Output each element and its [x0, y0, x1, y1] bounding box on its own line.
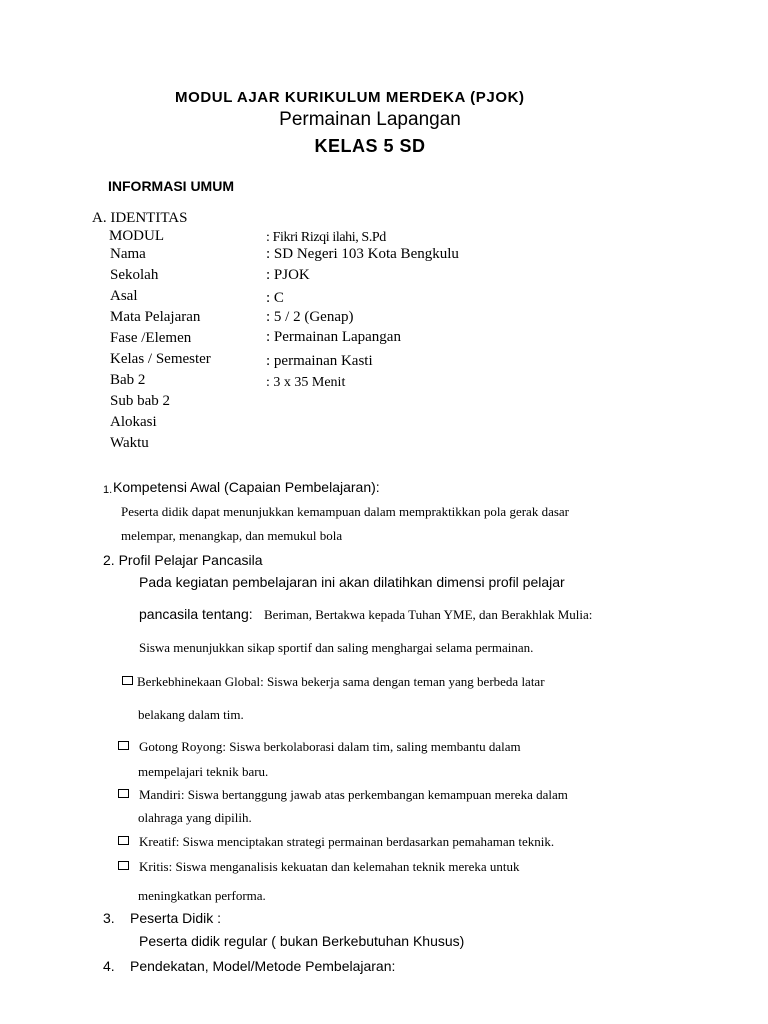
label-waktu: Waktu — [110, 435, 149, 451]
identitas-heading: A. IDENTITAS — [92, 210, 188, 226]
pendekatan-number: 4. — [103, 958, 115, 974]
kompetensi-heading: Kompetensi Awal (Capaian Pembelajaran): — [113, 479, 380, 495]
value-fase-elemen: : Permainan Lapangan — [266, 329, 401, 345]
peserta-number: 3. — [103, 910, 115, 926]
label-sub-bab: Sub bab 2 — [110, 393, 170, 409]
profil-item-continuation: olahraga yang dipilih. — [138, 810, 252, 825]
kompetensi-text-line1: Peserta didik dapat menunjukkan kemampuan dalam mempraktikkan pola gerak dasar — [121, 504, 569, 519]
value-asal: : C — [266, 290, 284, 306]
profil-item: Berkebhinekaan Global: Siswa bekerja sama dengan teman yang berbeda latar — [122, 674, 545, 690]
kompetensi-number: 1. — [103, 484, 113, 496]
profil-heading: 2. Profil Pelajar Pancasila — [103, 552, 263, 568]
profil-item-continuation: mempelajari teknik baru. — [138, 764, 269, 779]
value-sekolah: : PJOK — [266, 267, 310, 283]
label-alokasi: Alokasi — [110, 414, 157, 430]
profil-intro-line3: Siswa menunjukkan sikap sportif dan saling menghargai selama permainan. — [139, 640, 534, 655]
profil-intro-line2b: Beriman, Bertakwa kepada Tuhan YME, dan Berakhlak Mulia: — [264, 607, 593, 622]
section-heading: INFORMASI UMUM — [108, 178, 234, 194]
label-mata-pelajaran: Mata Pelajaran — [110, 309, 201, 325]
profil-item: Kreatif: Siswa menciptakan strategi permainan berdasarkan pemahaman teknik. — [118, 834, 554, 850]
value-mata-pelajaran: : 5 / 2 (Genap) — [266, 309, 354, 325]
value-nama: : SD Negeri 103 Kota Bengkulu — [266, 246, 459, 262]
peserta-text: Peserta didik regular ( bukan Berkebutuhan Khusus) — [139, 933, 465, 949]
checkbox-icon — [118, 741, 129, 750]
label-nama: Nama — [110, 246, 146, 262]
label-modul: MODUL — [109, 228, 164, 244]
peserta-heading: Peserta Didik : — [130, 910, 222, 926]
checkbox-icon — [122, 676, 133, 685]
label-kelas-semester: Kelas / Semester — [110, 351, 211, 367]
profil-intro-line1: Pada kegiatan pembelajaran ini akan dilatihkan dimensi profil pelajar — [139, 574, 565, 590]
value-modul: : Fikri Rizqi ilahi, S.Pd — [266, 230, 386, 245]
document-subtitle: Permainan Lapangan — [279, 109, 461, 130]
profil-item: Gotong Royong: Siswa berkolaborasi dalam tim, saling membantu dalam — [118, 739, 521, 755]
label-bab: Bab 2 — [110, 372, 146, 388]
label-asal: Asal — [110, 288, 138, 304]
profil-item: Kritis: Siswa menganalisis kekuatan dan kelemahan teknik mereka untuk — [118, 859, 520, 875]
profil-item-continuation: meningkatkan performa. — [138, 888, 266, 903]
kompetensi-text-line2: melempar, menangkap, dan memukul bola — [121, 528, 343, 543]
pendekatan-heading: Pendekatan, Model/Metode Pembelajaran: — [130, 958, 396, 974]
document-title: MODUL AJAR KURIKULUM MERDEKA (PJOK) — [175, 89, 525, 106]
checkbox-icon — [118, 861, 129, 870]
value-bab: : 3 x 35 Menit — [266, 375, 346, 390]
label-fase-elemen: Fase /Elemen — [110, 330, 192, 346]
value-kelas-semester: : permainan Kasti — [266, 353, 373, 369]
profil-item-continuation: belakang dalam tim. — [138, 707, 244, 722]
checkbox-icon — [118, 789, 129, 798]
label-sekolah: Sekolah — [110, 267, 159, 283]
profil-intro-line2a: pancasila tentang: — [139, 606, 253, 622]
document-class: KELAS 5 SD — [314, 136, 426, 156]
profil-item: Mandiri: Siswa bertanggung jawab atas perkembangan kemampuan mereka dalam — [118, 787, 568, 803]
checkbox-icon — [118, 836, 129, 845]
